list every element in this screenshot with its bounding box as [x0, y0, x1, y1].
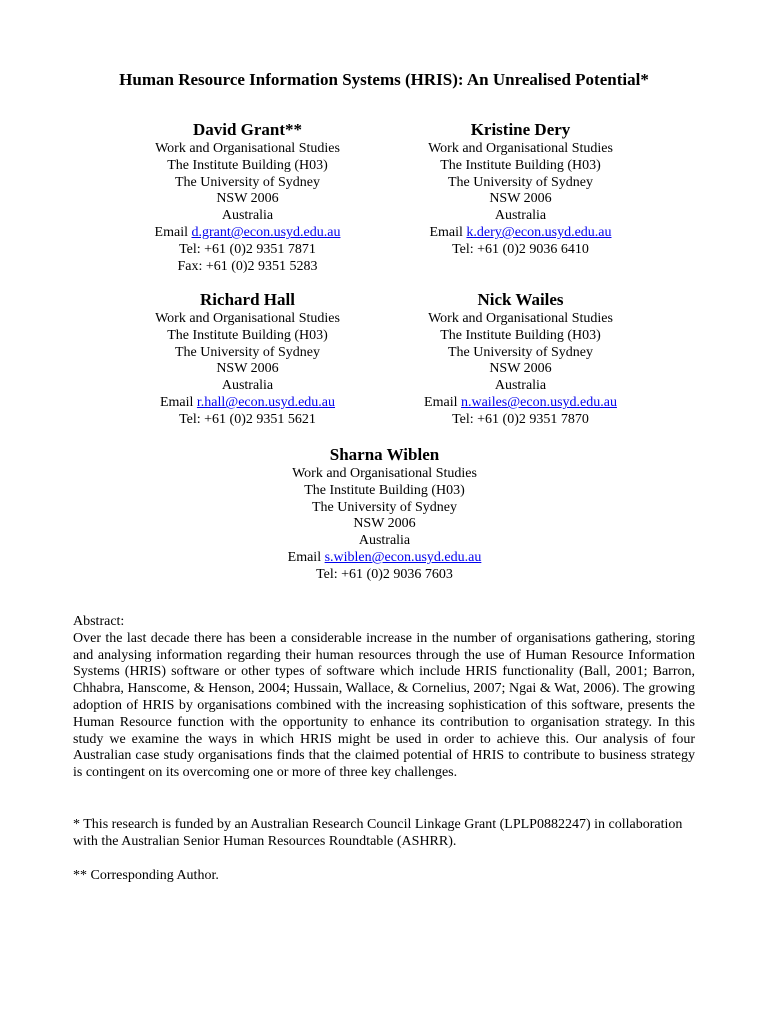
- affiliation-dept: Work and Organisational Studies: [428, 311, 613, 326]
- affiliation-country: Australia: [494, 208, 547, 224]
- email-prefix: Email: [429, 224, 467, 240]
- author-block-grant: [105, 120, 390, 275]
- tel-line: Tel: +61 (0)2 9351 7870: [452, 411, 589, 427]
- affiliation-country: Australia: [358, 533, 411, 549]
- affiliation-country: Australia: [494, 378, 547, 394]
- email-prefix: Email: [154, 224, 192, 240]
- affiliation-university: The University of Sydney: [447, 344, 594, 360]
- abstract-paragraph: Over the last decade there has been a considerable increase in the number of organisations gathering, storing and analysing information regarding their human resources through the use of Human Resource Information Systems (HRIS) software or other types of software which include HRIS functionality (Ball, 2001; Barron, Chhabra, Hanscome, & Henson, 2004; Hussain, Wallace, & Cornelius, 2007; Ngai & Wat, 2006). The growing adoption of HRIS by organisations combined with the increasing sophistication of this software, presents the Human Resource function with the opportunity to enhance its contribution to organisation strategy. In this study we examine the ways in which HRIS might be used in order to achieve this. Our analysis of four Australian case study organisations finds that the claimed potential of HRIS to contribute to business strategy is contingent on its overcoming one or more of three key challenges.: [73, 630, 695, 781]
- author-name: David Grant**: [192, 120, 303, 139]
- email-line: [105, 225, 390, 242]
- email-link[interactable]: s.wiblen@econ.usyd.edu.au: [324, 549, 482, 565]
- affiliation-country: Australia: [221, 208, 274, 224]
- funding-note: * This research is funded by an Australian Research Council Linkage Grant (LPLP0882247) in collaboration with the Australian Senior Human Resources Roundtable (ASHRR).: [73, 817, 683, 849]
- affiliation-state: NSW 2006: [216, 361, 279, 377]
- tel-line: Tel: +61 (0)2 9351 5621: [179, 411, 316, 427]
- tel-line: Tel: +61 (0)2 9036 7603: [316, 566, 453, 582]
- affiliation-state: NSW 2006: [353, 516, 416, 532]
- affiliation-building: The Institute Building (H03): [440, 157, 601, 173]
- affiliation-state: NSW 2006: [216, 191, 279, 207]
- affiliation-university: The University of Sydney: [447, 174, 594, 190]
- author-block-wailes: [378, 290, 663, 429]
- email-link[interactable]: n.wailes@econ.usyd.edu.au: [460, 394, 617, 410]
- author-block-dery: [378, 120, 663, 259]
- abstract-heading: Abstract:: [73, 614, 125, 629]
- affiliation-building: The Institute Building (H03): [440, 327, 601, 343]
- email-line: [378, 395, 663, 412]
- affiliation-university: The University of Sydney: [311, 499, 458, 515]
- abstract-section: [73, 614, 695, 782]
- email-link[interactable]: r.hall@econ.usyd.edu.au: [196, 394, 336, 410]
- paper-title: Human Resource Information Systems (HRIS): An Unrealised Potential*: [119, 70, 649, 89]
- author-block-wiblen: [242, 445, 527, 584]
- email-line: [378, 225, 663, 242]
- affiliation-state: NSW 2006: [489, 361, 552, 377]
- fax-line: Fax: +61 (0)2 9351 5283: [177, 258, 318, 274]
- author-name: Kristine Dery: [470, 120, 571, 139]
- author-name: Sharna Wiblen: [329, 445, 440, 464]
- affiliation-state: NSW 2006: [489, 191, 552, 207]
- tel-line: Tel: +61 (0)2 9036 6410: [452, 241, 589, 257]
- affiliation-dept: Work and Organisational Studies: [292, 466, 477, 481]
- email-link[interactable]: k.dery@econ.usyd.edu.au: [466, 224, 612, 240]
- email-line: [242, 550, 527, 567]
- author-block-hall: [105, 290, 390, 429]
- email-line: [105, 395, 390, 412]
- affiliation-dept: Work and Organisational Studies: [155, 311, 340, 326]
- tel-line: Tel: +61 (0)2 9351 7871: [179, 241, 316, 257]
- affiliation-dept: Work and Organisational Studies: [155, 141, 340, 156]
- affiliation-building: The Institute Building (H03): [304, 482, 465, 498]
- email-link[interactable]: d.grant@econ.usyd.edu.au: [191, 224, 341, 240]
- affiliation-university: The University of Sydney: [174, 174, 321, 190]
- corresponding-author-note: ** Corresponding Author.: [73, 868, 219, 883]
- affiliation-university: The University of Sydney: [174, 344, 321, 360]
- author-name: Richard Hall: [200, 290, 295, 309]
- email-prefix: Email: [424, 394, 461, 410]
- affiliation-dept: Work and Organisational Studies: [428, 141, 613, 156]
- affiliation-building: The Institute Building (H03): [167, 157, 328, 173]
- email-prefix: Email: [287, 549, 325, 565]
- affiliation-country: Australia: [221, 378, 274, 394]
- affiliation-building: The Institute Building (H03): [167, 327, 328, 343]
- email-prefix: Email: [159, 394, 197, 410]
- author-name: Nick Wailes: [477, 290, 564, 309]
